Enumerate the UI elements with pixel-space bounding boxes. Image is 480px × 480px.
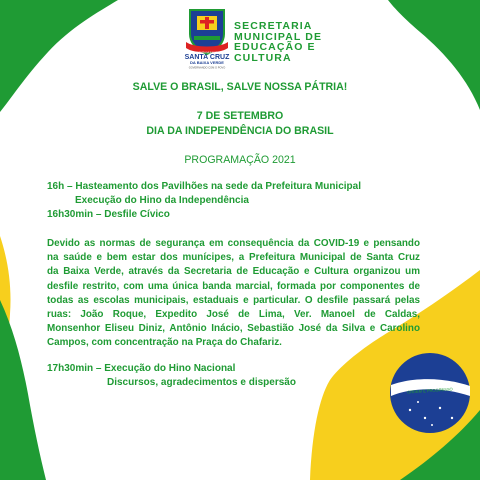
paragraph-line: da Baixa Verde, através da Secretaria de Educação e Cultura organizou um	[47, 266, 420, 278]
secretaria-line: CULTURA	[234, 51, 292, 64]
green-curve-bottom-left	[0, 300, 46, 480]
paragraph-line: todas as escolas municipais, estaduais e particular. O desfile passará pelas	[47, 294, 420, 306]
schedule-item: Execução do Hino da Independência	[75, 195, 249, 206]
flag-banner-text: ORDEM E PROGRESSO	[406, 386, 453, 395]
green-curve-top-left	[0, 0, 118, 112]
municipal-crest-logo	[182, 8, 232, 70]
paragraph-line: Devido as normas de segurança em consequência da COVID-19 e pensando	[47, 238, 420, 249]
paragraph-line: na saúde e bem estar dos munícipes, a Prefeitura Municipal de Santa Cruz	[47, 252, 420, 264]
paragraph-line: desfile restrito, com uma única banda marcial, formada por componentes de	[47, 280, 420, 292]
slogan: SALVE O BRASIL, SALVE NOSSA PÁTRIA!	[132, 81, 348, 93]
brazil-flag-globe-icon	[390, 353, 470, 433]
schedule-item: 16h30min – Desfile Cívico	[47, 209, 170, 220]
crest-name: SANTA CRUZ	[184, 54, 230, 61]
date-title: 7 DE SETEMBRO	[196, 110, 284, 122]
crest-subname: DA BAIXA VERDE	[190, 60, 224, 65]
green-curve-top-right	[388, 0, 480, 110]
header	[182, 8, 332, 70]
paragraph-line: ruas: João Roque, Expedito José de Lima, Ver. Manoel de Caldas,	[47, 309, 420, 321]
programacao-heading: PROGRAMAÇÃO 2021	[184, 154, 296, 166]
announcement-paragraph	[47, 237, 420, 351]
secretaria-line: EDUCAÇÃO E	[234, 41, 316, 53]
holiday-title: DIA DA INDEPENDÊNCIA DO BRASIL	[146, 125, 334, 137]
secretaria-line: SECRETARIA	[234, 20, 313, 32]
schedule-item: Discursos, agradecimentos e dispersão	[107, 377, 296, 388]
crest-top-caption: PREFEITURA MUNICIPAL DE	[189, 51, 225, 55]
schedule-item: 16h – Hasteamento dos Pavilhões na sede da Prefeitura Municipal	[47, 181, 361, 192]
crest-motto: GOVERNANDO COM O POVO	[188, 66, 226, 70]
paragraph-line: Campos, com concentração na Praça do Chafariz.	[47, 337, 282, 349]
paragraph-line: Monsenhor Eliseu Diniz, Antônio Inácio, Sebastião José da Silva e Carolino	[47, 323, 420, 335]
secretaria-title	[234, 21, 322, 63]
secretaria-line: MUNICIPAL DE	[234, 30, 323, 43]
schedule-item: 17h30min – Execução do Hino Nacional	[47, 363, 236, 374]
